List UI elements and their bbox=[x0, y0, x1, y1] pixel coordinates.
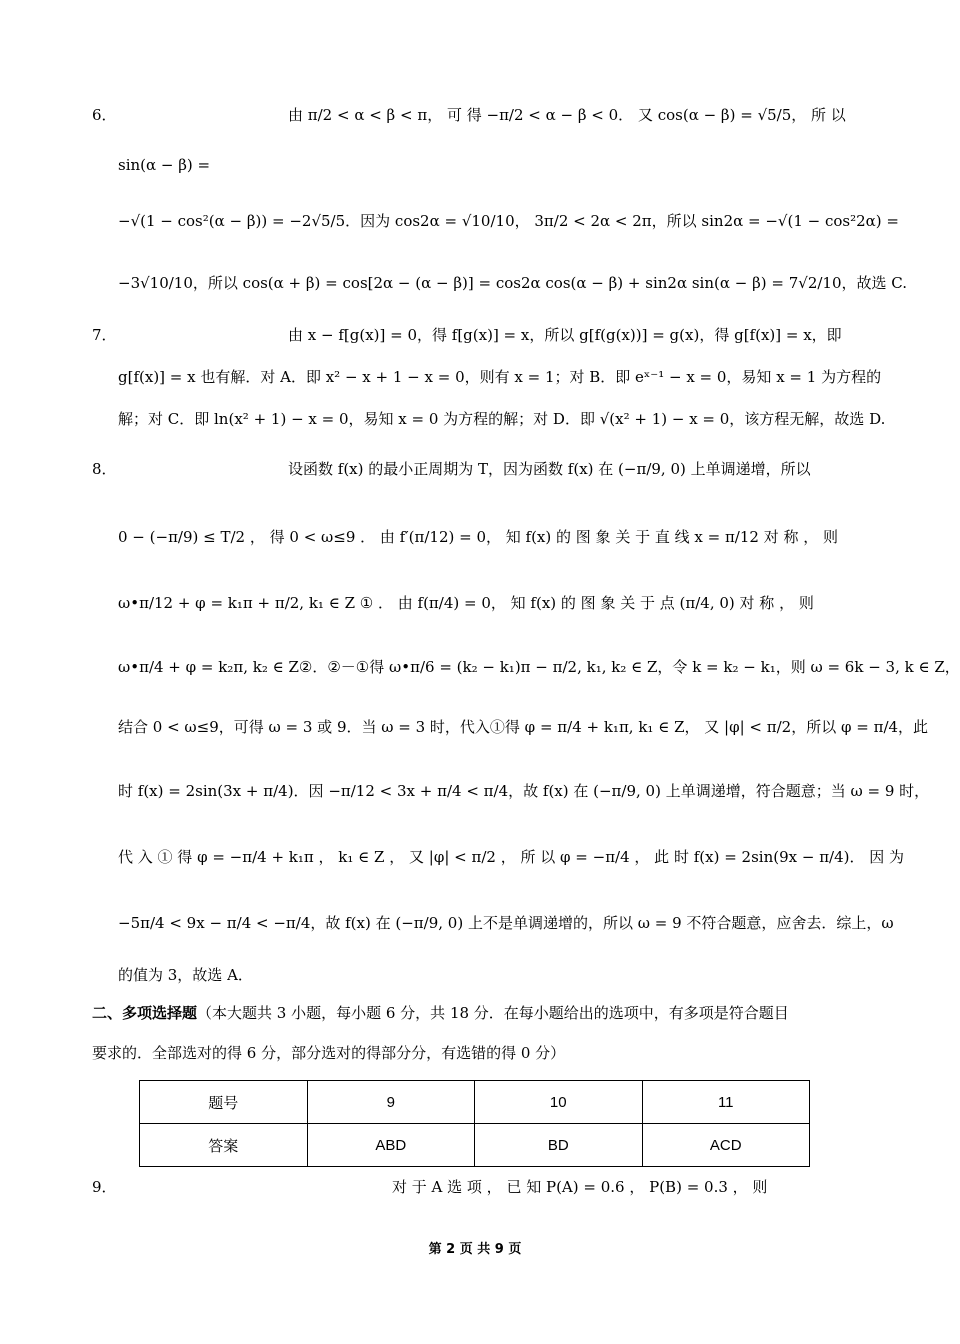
q8-line-6: 时 f(x) = 2sin(3x + π/4)．因 −π/12 < 3x + π/4 < π/4，故 f(x) 在 (−π/9, 0) 上单调递增，符合题意；当 ω = 9 时， bbox=[118, 782, 930, 800]
q6-line-4: −3√10/10，所以 cos(α + β) = cos[2α − (α − β)] = cos2α cos(α − β) + sin2α sin(α − β) = 7√2/10，故选 C. bbox=[118, 274, 907, 292]
table-cell: 题号 bbox=[140, 1081, 308, 1124]
q8-line-8: −5π/4 < 9x − π/4 < −π/4，故 f(x) 在 (−π/9, 0) 上不是单调递增的，所以 ω = 9 不符合题意，应舍去．综上，ω bbox=[118, 914, 894, 932]
table-cell: ABD bbox=[307, 1124, 475, 1167]
answer-table bbox=[139, 1080, 810, 1167]
q8-line-4: ω•π/4 + φ = k₂π, k₂ ∈ Z②．②－①得 ω•π/6 = (k₂ − k₁)π − π/2, k₁, k₂ ∈ Z，令 k = k₂ − k₁，则 ω = 6k − 3, k ∈ Z， bbox=[118, 658, 960, 676]
q6-line-3: −√(1 − cos²(α − β)) = −2√5/5．因为 cos2α = √10/10， 3π/2 < 2α < 2π，所以 sin2α = −√(1 − cos²2α) = bbox=[118, 212, 899, 230]
table-cell: 答案 bbox=[140, 1124, 308, 1167]
q8-line-7: 代 入 ① 得 φ = −π/4 + k₁π ， k₁ ∈ Z ， 又 |φ| < π/2 ， 所 以 φ = −π/4 ， 此 时 f(x) = 2sin(9x − π/4)． 因 为 bbox=[118, 848, 905, 866]
answer-table-header-row bbox=[140, 1081, 810, 1124]
q7-number: 7． bbox=[92, 326, 117, 344]
q8-number: 8． bbox=[92, 460, 117, 478]
page-footer: 第 2 页 共 9 页 bbox=[428, 1242, 522, 1257]
table-cell: BD bbox=[475, 1124, 643, 1167]
q7-line-3: 解；对 C．即 ln(x² + 1) − x = 0，易知 x = 0 为方程的解；对 D．即 √(x² + 1) − x = 0，该方程无解，故选 D. bbox=[118, 410, 886, 428]
table-cell: 9 bbox=[307, 1081, 475, 1124]
q8-line-3: ω•π/12 + φ = k₁π + π/2, k₁ ∈ Z ① ． 由 f(π/4) = 0， 知 f(x) 的 图 象 关 于 点 (π/4, 0) 对 称 ， 则 bbox=[118, 594, 814, 612]
table-cell: 11 bbox=[642, 1081, 810, 1124]
table-cell: 10 bbox=[475, 1081, 643, 1124]
q9-line-1: 对 于 A 选 项 ， 已 知 P(A) = 0.6 ， P(B) = 0.3 ， 则 bbox=[392, 1178, 768, 1196]
section-2-desc-1: （本大题共 3 小题，每小题 6 分，共 18 分．在每小题给出的选项中，有多项是符合题目 bbox=[197, 1004, 789, 1022]
q8-line-9: 的值为 3，故选 A． bbox=[118, 966, 253, 984]
q6-line-2: sin(α − β) = bbox=[118, 156, 211, 174]
section-2-heading bbox=[92, 1002, 860, 1024]
q7-line-1: 由 x − f[g(x)] = 0，得 f[g(x)] = x，所以 g[f(g(x))] = g(x)，得 g[f(x)] = x，即 bbox=[288, 326, 842, 344]
q9-number: 9． bbox=[92, 1178, 117, 1196]
q6-number: 6． bbox=[92, 106, 117, 124]
answer-table-answer-row bbox=[140, 1124, 810, 1167]
table-cell: ACD bbox=[642, 1124, 810, 1167]
q8-line-5: 结合 0 < ω≤9，可得 ω = 3 或 9．当 ω = 3 时，代入①得 φ = π/4 + k₁π, k₁ ∈ Z， 又 |φ| < π/2，所以 φ = π/4，此 bbox=[118, 718, 929, 736]
q6-line-1: 由 π/2 < α < β < π， 可 得 −π/2 < α − β < 0． 又 cos(α − β) = √5/5， 所 以 bbox=[288, 106, 846, 124]
q8-line-2: 0 − (−π/9) ≤ T/2 ， 得 0 < ω≤9 ． 由 f′(π/12) = 0， 知 f(x) 的 图 象 关 于 直 线 x = π/12 对 称 ， 则 bbox=[118, 528, 839, 546]
q8-line-1: 设函数 f(x) 的最小正周期为 T，因为函数 f(x) 在 (−π/9, 0) 上单调递增，所以 bbox=[288, 460, 811, 478]
q7-line-2: g[f(x)] = x 也有解．对 A．即 x² − x + 1 − x = 0，则有 x = 1；对 B．即 eˣ⁻¹ − x = 0，易知 x = 1 为方程的 bbox=[118, 368, 882, 386]
section-2-title: 二、多项选择题 bbox=[92, 1004, 198, 1022]
section-2-desc-2: 要求的．全部选对的得 6 分，部分选对的得部分分，有选错的得 0 分） bbox=[92, 1044, 566, 1062]
